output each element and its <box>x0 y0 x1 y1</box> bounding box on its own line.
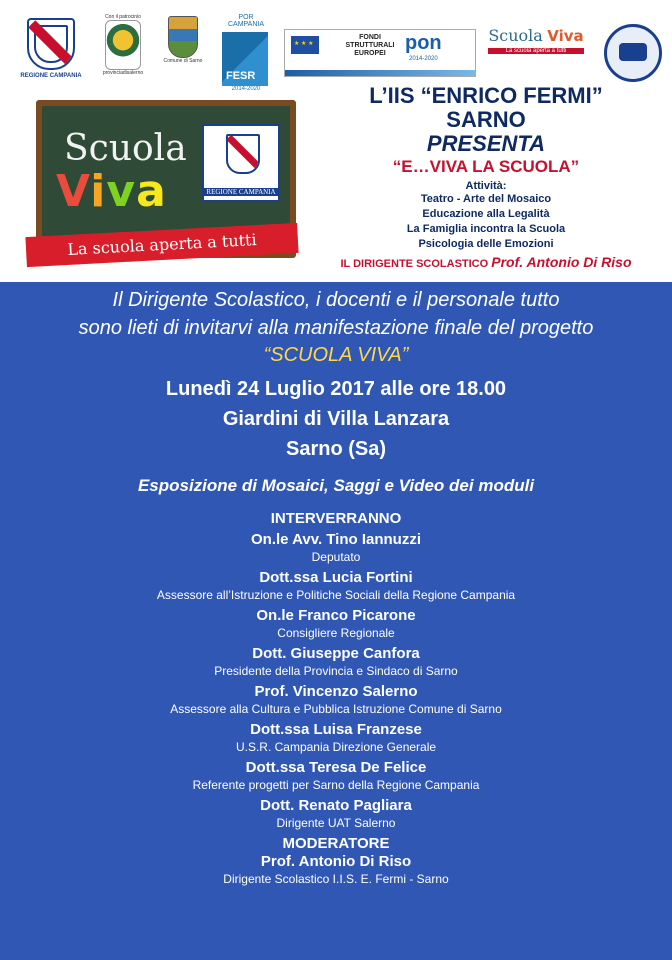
activity-item: Teatro - Arte del Mosaico <box>420 193 552 205</box>
speaker-name: Dott.ssa Luisa Franzese <box>250 721 422 738</box>
poster-header-area <box>0 0 672 282</box>
speaker-item <box>0 531 672 565</box>
board-banner: La scuola aperta a tutti <box>25 223 298 267</box>
por-years: 2014-2020 <box>231 86 261 92</box>
exhibition-line: Esposizione di Mosaici, Saggi e Video dei moduli <box>137 476 535 495</box>
viva-letter: v <box>106 166 137 217</box>
speaker-name: On.le Franco Picarone <box>256 607 416 624</box>
board-scuola-word: Scuola <box>64 128 187 169</box>
speaker-name: Dott. Giuseppe Canfora <box>252 645 420 662</box>
viva-letter: a <box>136 166 167 217</box>
pon-years: 2014-2020 <box>409 56 438 62</box>
board-viva-word <box>56 166 167 217</box>
speaker-item <box>0 645 672 679</box>
speaker-role: Deputato <box>311 550 361 564</box>
eu-flag-icon <box>291 36 319 54</box>
speakers-title: INTERVERRANNO <box>270 510 402 527</box>
invitation-panel <box>0 282 672 960</box>
school-city: SARNO <box>446 107 526 132</box>
speaker-name: Dott.ssa Teresa De Felice <box>245 759 427 776</box>
speaker-item <box>0 683 672 717</box>
speaker-item <box>0 569 672 603</box>
sv-tagline: La scuola aperta a tutti <box>488 48 584 54</box>
campania-shield-icon <box>226 134 260 174</box>
speaker-name: Dott. Renato Pagliara <box>260 797 412 814</box>
moderator-title: MODERATORE <box>282 835 390 852</box>
viva-letter: i <box>90 166 107 217</box>
speaker-name: On.le Avv. Tino Iannuzzi <box>250 531 422 548</box>
scuola-viva-small-logo <box>488 26 584 76</box>
badge-label: REGIONE CAMPANIA <box>204 188 278 196</box>
invite-line: sono lieti di invitarvi alla manifestazione finale del progetto <box>78 317 594 339</box>
speaker-item <box>0 721 672 755</box>
speaker-role: Consigliere Regionale <box>277 626 395 640</box>
event-city: Sarno (Sa) <box>285 438 387 460</box>
sv-scuola-word: Scuola <box>488 26 543 45</box>
speaker-role: Assessore alla Cultura e Pubblica Istruzione Comune di Sarno <box>170 702 502 716</box>
por-campania-logo <box>222 14 270 92</box>
comune-caption: Comune di Sarno <box>163 58 203 64</box>
dirigente-prefix: IL DIRIGENTE SCOLASTICO <box>340 258 489 270</box>
school-name: L’IIS “ENRICO FERMI” <box>369 83 603 108</box>
viva-letter: V <box>56 166 91 217</box>
moderator-role: Dirigente Scolastico I.I.S. E. Fermi - Sarno <box>223 872 449 886</box>
moderator-name: Prof. Antonio Di Riso <box>260 853 412 870</box>
speaker-role: Presidente della Provincia e Sindaco di Sarno <box>214 664 458 678</box>
speaker-role: U.S.R. Campania Direzione Generale <box>235 740 437 754</box>
patrocinio-label: Con il patrocinio <box>105 14 141 20</box>
speaker-role: Dirigente UAT Salerno <box>276 816 396 830</box>
pon-strip <box>285 70 475 76</box>
presenta-label: PRESENTA <box>426 131 546 156</box>
regione-campania-logo <box>18 18 84 80</box>
activities-title: Attività: <box>465 180 507 192</box>
por-fesr-label: FESR <box>226 70 256 82</box>
provincia-caption: provinciadisalerno <box>102 70 144 76</box>
regione-campania-badge <box>202 124 280 202</box>
sv-viva-word: Viva <box>547 27 584 45</box>
invite-line: Il Dirigente Scolastico, i docenti e il personale tutto <box>112 289 560 311</box>
sarno-crest-icon <box>168 16 198 58</box>
dirigente-line <box>300 254 672 270</box>
campania-shield-icon <box>27 18 75 70</box>
comune-sarno-logo <box>158 14 208 84</box>
speaker-role: Assessore all’Istruzione e Politiche Sociali della Regione Campania <box>156 588 516 602</box>
speaker-name: Prof. Vincenzo Salerno <box>254 683 418 700</box>
provincia-salerno-logo <box>98 14 148 84</box>
por-graphic-icon <box>222 32 268 86</box>
event-place: Giardini di Villa Lanzara <box>222 408 450 430</box>
activity-item: Psicologia delle Emozioni <box>418 238 554 250</box>
speaker-name: Dott.ssa Lucia Fortini <box>259 569 413 586</box>
provincia-emblem-icon <box>105 20 141 70</box>
pon-wordmark: pon <box>405 32 442 54</box>
event-title: “E…VIVA LA SCUOLA” <box>392 157 580 176</box>
project-name: “SCUOLA VIVA” <box>263 344 409 366</box>
speaker-role: Referente progetti per Sarno della Regione Campania <box>192 778 480 792</box>
activity-item: Educazione alla Legalità <box>422 208 550 220</box>
por-title: POR CAMPANIA <box>227 14 265 28</box>
dirigente-name: Prof. Antonio Di Riso <box>491 254 632 270</box>
campania-caption: REGIONE CAMPANIA <box>20 73 82 79</box>
iis-fermi-logo-icon <box>604 24 662 82</box>
event-date: Lunedì 24 Luglio 2017 alle ore 18.00 <box>165 378 507 400</box>
pon-logo <box>284 29 476 77</box>
speaker-item <box>0 759 672 793</box>
speaker-item <box>0 607 672 641</box>
activity-item: La Famiglia incontra la Scuola <box>406 223 566 235</box>
speaker-item <box>0 797 672 831</box>
header-text <box>300 84 672 270</box>
fondi-strutturali-text: FONDI STRUTTURALI EUROPEI <box>345 34 395 57</box>
